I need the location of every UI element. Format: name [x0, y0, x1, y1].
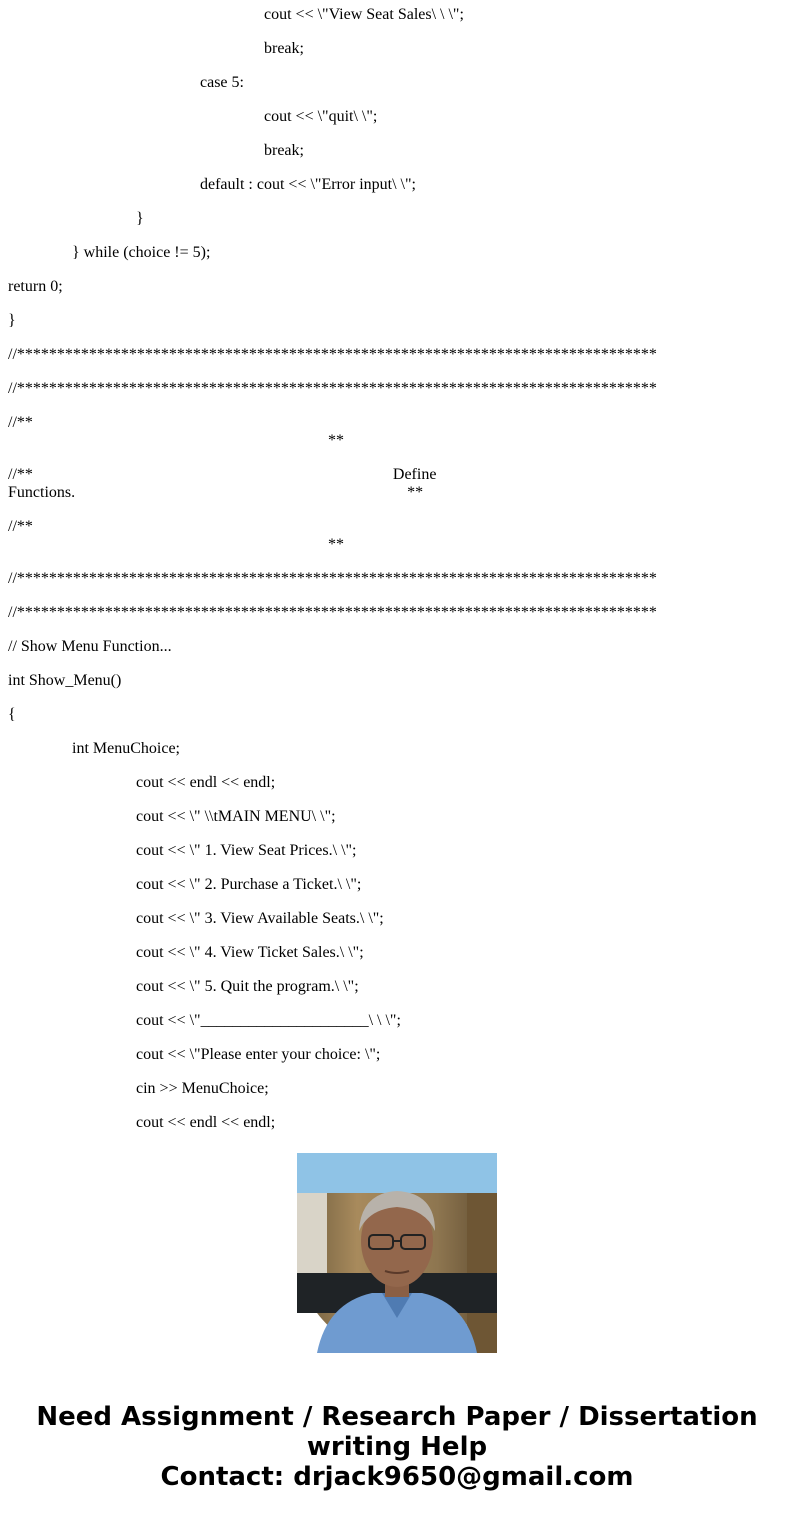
- code-line: [0, 176, 794, 194]
- code-line-text: //********************************************************************************: [8, 570, 657, 587]
- code-line-text: cout << \"quit\ \";: [264, 108, 378, 125]
- code-line: [0, 706, 794, 724]
- code-line: [0, 740, 794, 758]
- code-line: [0, 108, 794, 126]
- author-photo-icon: [297, 1153, 497, 1353]
- code-line: [0, 244, 794, 262]
- code-line: [0, 380, 794, 398]
- code-line: [0, 210, 794, 228]
- code-line-text: //**: [8, 414, 33, 431]
- code-line: [0, 1080, 794, 1098]
- code-line-text: cout << \"Please enter your choice: \";: [136, 1046, 381, 1063]
- code-line: [0, 604, 794, 622]
- code-line-text: cout << endl << endl;: [136, 774, 276, 791]
- code-line: [0, 672, 794, 690]
- code-line: [0, 944, 794, 962]
- code-line-text: cout << \" 1. View Seat Prices.\ \";: [136, 842, 357, 859]
- code-line-text: cout << \" 4. View Ticket Sales.\ \";: [136, 944, 364, 961]
- code-line-text: default : cout << \"Error input\ \";: [200, 176, 416, 193]
- banner-line-1: Need Assignment / Research Paper / Dissertation: [36, 1402, 758, 1432]
- author-avatar: [297, 1153, 497, 1353]
- code-line: [0, 6, 794, 24]
- code-line-text: }: [8, 312, 16, 329]
- code-line-text: case 5:: [200, 74, 244, 91]
- code-line: [0, 142, 794, 160]
- code-line-text: //********************************************************************************: [8, 346, 657, 363]
- code-line: [0, 1046, 794, 1064]
- code-line-text: cout << \" 5. Quit the program.\ \";: [136, 978, 359, 995]
- code-line: [0, 842, 794, 860]
- code-line-text: cout << \" 2. Purchase a Ticket.\ \";: [136, 876, 362, 893]
- code-line: [0, 910, 794, 928]
- code-line-text: cout << \"View Seat Sales\ \ \";: [264, 6, 464, 23]
- banner-line-2: writing Help: [306, 1432, 488, 1462]
- code-line-text: } while (choice != 5);: [72, 244, 211, 261]
- code-line-text: }: [136, 210, 144, 227]
- code-line-text: cout << \" \\tMAIN MENU\ \";: [136, 808, 336, 825]
- contact-banner: [0, 1402, 794, 1492]
- code-line: [0, 808, 794, 826]
- code-line: [0, 774, 794, 792]
- code-line: [0, 1012, 794, 1030]
- code-line: [0, 74, 794, 92]
- code-line: [0, 346, 794, 364]
- code-line-text: cout << \"_____________________\ \ \";: [136, 1012, 401, 1029]
- code-line-text: // Show Menu Function...: [8, 638, 172, 655]
- code-line: [0, 978, 794, 996]
- code-line-text: int Show_Menu(): [8, 672, 122, 689]
- code-line-text: cin >> MenuChoice;: [136, 1080, 269, 1097]
- code-line: [0, 638, 794, 656]
- code-line-text: //********************************************************************************: [8, 380, 657, 397]
- code-line: [0, 1114, 794, 1132]
- code-line-text: //** Define: [8, 466, 437, 483]
- code-line: [0, 876, 794, 894]
- code-line-continuation: Functions. **: [8, 484, 424, 501]
- code-line: [0, 570, 794, 588]
- code-line: [0, 40, 794, 58]
- code-line-text: return 0;: [8, 278, 63, 295]
- code-line-continuation: **: [328, 536, 344, 553]
- code-line: [0, 278, 794, 296]
- code-line-text: int MenuChoice;: [72, 740, 180, 757]
- code-line-text: //**: [8, 518, 33, 535]
- code-line-text: {: [8, 706, 16, 723]
- code-line-text: break;: [264, 142, 304, 159]
- code-line: [0, 312, 794, 330]
- code-line: [0, 414, 794, 450]
- banner-contact-email: Contact: drjack9650@gmail.com: [160, 1462, 634, 1492]
- code-line-text: cout << \" 3. View Available Seats.\ \";: [136, 910, 384, 927]
- code-line: [0, 518, 794, 554]
- code-line-text: break;: [264, 40, 304, 57]
- code-line-text: cout << endl << endl;: [136, 1114, 276, 1131]
- code-line-continuation: **: [328, 432, 344, 449]
- code-line: [0, 466, 794, 502]
- code-line-text: //********************************************************************************: [8, 604, 657, 621]
